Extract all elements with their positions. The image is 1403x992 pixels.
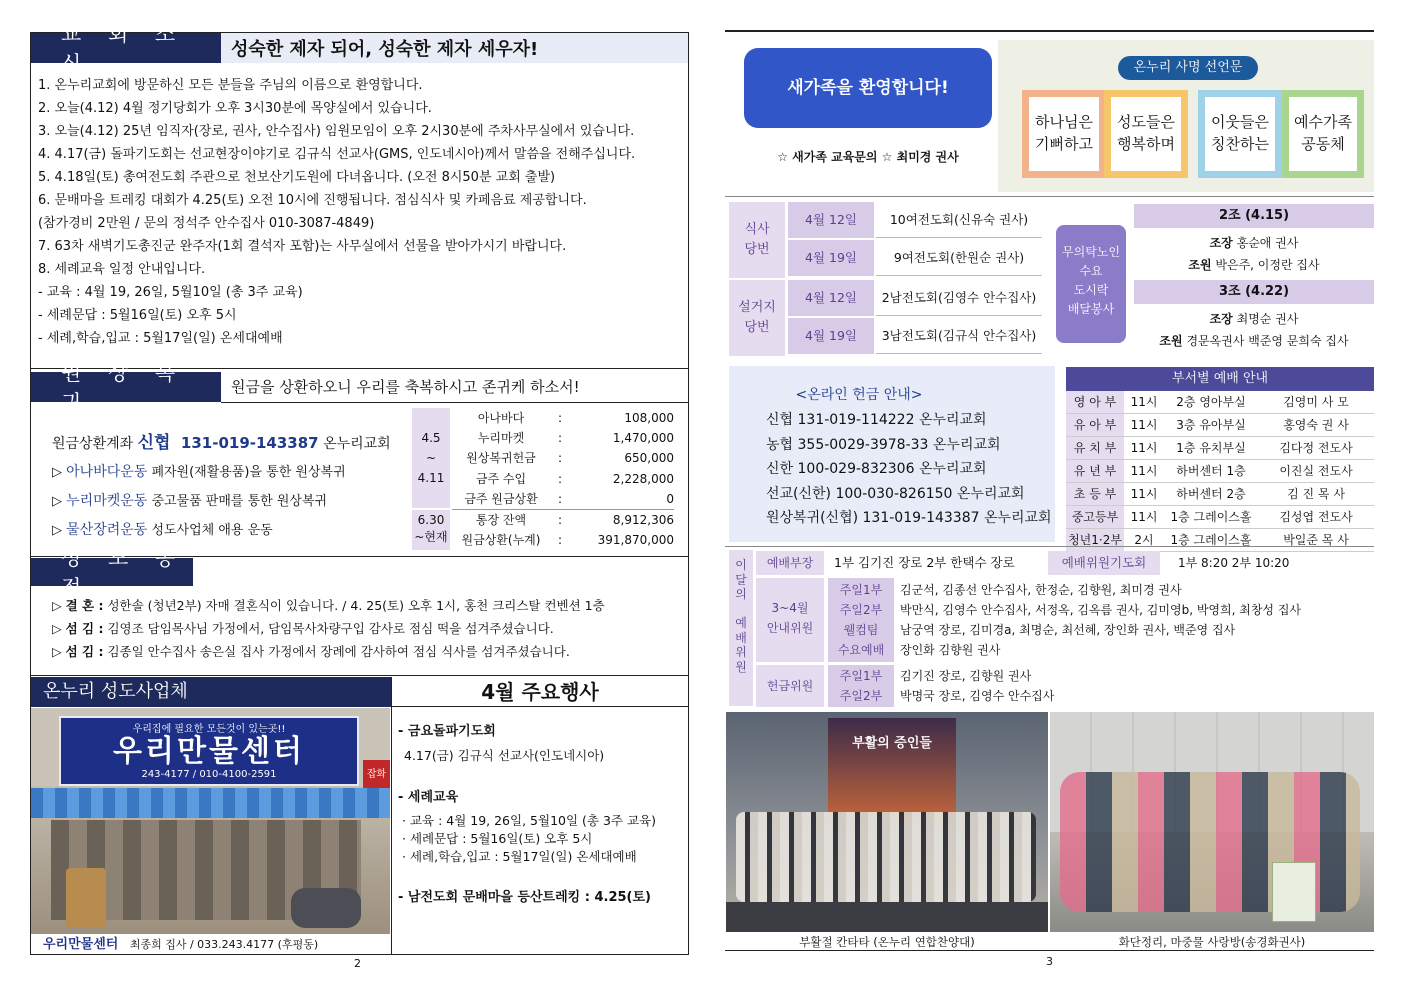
dept-cell: 이진실 전도사 <box>1279 464 1353 478</box>
leader-label: 예배부장 <box>756 551 824 575</box>
store-photo <box>31 708 390 934</box>
church-news-list <box>38 74 683 350</box>
dept-cell: 청년1·2부 <box>1066 529 1124 551</box>
duty-team: 2남전도회(김영수 안수집사) <box>876 280 1042 316</box>
restore-row <box>452 530 674 550</box>
dept-cell: 3층 유아부실 <box>1176 418 1246 432</box>
news-item: 1. 온누리교회에 방문하신 모든 분들을 주님의 이름으로 환영합니다. <box>38 78 423 93</box>
movement-item: ▷ 누리마켓운동 중고물품 판매를 통한 원상복귀 <box>52 493 328 509</box>
news-item: - 세례,학습,입교 : 5월17일(일) 온세대예배 <box>38 331 283 346</box>
member-names: 박은주, 이정란 집사 <box>1215 258 1320 272</box>
restore-row <box>452 448 674 468</box>
restore-movements <box>52 458 346 545</box>
mission-text: 성도들은 행복하며 <box>1117 113 1175 153</box>
news-item: - 세례문답 : 5월16일(토) 오후 5시 <box>38 308 237 323</box>
dept-cell: 박일준 목 사 <box>1283 533 1349 547</box>
guide-role: 주일2부 <box>839 603 883 617</box>
dept-row <box>1066 391 1374 414</box>
dept-row <box>1066 414 1374 437</box>
restore-label: 통장 잔액 <box>475 512 527 527</box>
restore-sep: : <box>557 533 563 548</box>
period-box-2: 6.30 ~현재 <box>412 510 450 550</box>
restore-row <box>452 469 674 489</box>
leader-role: 조장 <box>1209 236 1233 250</box>
divider <box>725 546 1374 547</box>
restore-sep: : <box>557 411 563 425</box>
event-line: 4.17(금) 김규식 선교사(인도네시아) <box>404 748 605 763</box>
event-line: · 세례,학습,입교 : 5월17일(일) 온세대예배 <box>402 849 637 864</box>
member-role: 조원 <box>1159 334 1183 348</box>
restore-row <box>452 428 674 448</box>
dept-row <box>1066 437 1374 460</box>
store-awning <box>31 788 390 818</box>
dept-cell: 영 아 부 <box>1066 391 1124 413</box>
news-item: 4. 4.17(금) 돌파기도회는 선교현장이야기로 김규식 선교사(GMS, 인도네시아)께서 말씀을 전해주십니다. <box>38 147 636 162</box>
duty-team: 3남전도회(김규식 안수집사) <box>876 318 1042 354</box>
offering-account: 농협 355-0029-3978-33 온누리교회 <box>766 436 1001 453</box>
cantata-photo <box>726 712 1048 932</box>
duty-team: 9여전도회(한원순 권사) <box>876 240 1042 276</box>
monthly-side-label: 이 달 의 예 배 위 원 <box>729 550 753 706</box>
news-item: 2. 오늘(4.12) 4월 정기당회가 오후 3시30분에 목양실에서 있습니다. <box>38 101 432 116</box>
prayer-value: 1부 8:20 2부 10:20 <box>1178 556 1290 570</box>
april-events-title: 4월 주요행사 <box>392 677 688 707</box>
news-item: (참가경비 2만원 / 문의 정석주 안수집사 010-3087-4849) <box>38 216 375 231</box>
member-news-kind: 결 혼 : <box>65 598 104 613</box>
restore-value: 391,870,000 <box>597 533 674 548</box>
period-box-1: 4.5 ~ 4.11 <box>412 408 450 508</box>
dept-cell: 유 치 부 <box>1066 437 1124 459</box>
dept-cell: 11시 <box>1130 464 1158 478</box>
dept-row <box>1066 506 1374 529</box>
restore-value: 1,470,000 <box>612 431 674 446</box>
offering-account: 신한 100-029-832306 온누리교회 <box>766 461 987 477</box>
dept-cell: 1층 그레이스홀 <box>1170 533 1252 547</box>
page-number-right: 3 <box>1046 955 1053 968</box>
member-news-item: ▷ 섬 김 : 김영조 담임목사님 가정에서, 담임목사차량구입 감사로 점심 떡을 섬겨주셨습니다. <box>52 621 554 636</box>
restore-label: 원상복귀헌금 <box>466 451 536 466</box>
news-item: 6. 문배마을 트레킹 대회가 4.25(토) 오전 10시에 진행됩니다. 점심식사 및 카페음료 제공합니다. <box>38 193 587 208</box>
duty-date: 4월 19일 <box>788 318 874 354</box>
dept-cell: 홍영숙 권 사 <box>1283 418 1349 432</box>
lunchbox-leader <box>1134 310 1374 327</box>
account-number: 131-019-143387 <box>180 434 319 452</box>
garden-caption: 화단정리, 마중물 사랑방(송경화권사) <box>1118 935 1306 949</box>
church-news-slogan: 성숙한 제자 되어, 성숙한 제자 세우자! <box>221 33 688 63</box>
cantata-caption: 부활절 칸타타 (온누리 연합찬양대) <box>799 935 975 949</box>
member-role: 조원 <box>1188 258 1212 272</box>
member-news-text: 김종일 안수집사 송은실 집사 가정에서 장례에 감사하여 점심 식사를 섬겨주셨습니다. <box>107 644 570 659</box>
dept-worship-table <box>1066 391 1374 552</box>
duty-date: 4월 12일 <box>788 202 874 238</box>
dept-cell: 중고등부 <box>1066 506 1124 528</box>
bottom-rule <box>725 950 1374 951</box>
dept-cell: 2층 영아부실 <box>1176 395 1246 409</box>
restore-header <box>31 361 688 415</box>
account-owner: 온누리교회 <box>323 436 391 452</box>
lunchbox-label: 무의탁노인 수요 도시락 배달봉사 <box>1056 225 1126 343</box>
guide-names: 김군석, 김종선 안수집사, 한정순, 김향원, 최미경 권사 <box>900 583 1182 597</box>
guide-names: 장인화 김향원 권사 <box>900 643 1001 657</box>
mission-item <box>1022 90 1106 178</box>
dept-cell: 1층 그레이스홀 <box>1170 510 1252 524</box>
mission-item <box>1104 90 1188 178</box>
offer-names: 박명국 장로, 김영수 안수집사 <box>900 689 1055 703</box>
restore-value: 0 <box>666 491 674 506</box>
dept-cell: 김다정 전도사 <box>1279 441 1353 455</box>
stage-floor <box>726 902 1048 932</box>
guide-role: 웰컴팀 <box>843 623 879 637</box>
dept-cell: 11시 <box>1130 418 1158 432</box>
guide-names: 남궁역 장로, 김미경a, 최명순, 최선혜, 장인화 권사, 백준영 집사 <box>900 623 1236 637</box>
restore-sep: : <box>557 512 563 527</box>
guide-names: 박만식, 김영수 안수집사, 서정옥, 김옥름 권사, 김미영b, 박영희, 최창성 집사 <box>900 603 1302 617</box>
restore-row <box>452 489 674 510</box>
lunchbox-members <box>1134 256 1374 273</box>
restore-table <box>452 408 674 550</box>
caption-info: 최종희 집사 / 033.243.4177 (후평동) <box>129 938 319 951</box>
scooter <box>291 888 361 928</box>
dept-worship-title: 부서별 예배 안내 <box>1066 367 1374 391</box>
offer-role: 주일2부 <box>839 689 883 703</box>
member-names: 경문옥권사 백준영 문희숙 집사 <box>1186 334 1349 348</box>
restore-label: 누리마켓 <box>477 431 525 446</box>
member-news-item: ▷ 섬 김 : 김종일 안수집사 송은실 집사 가정에서 장례에 감사하여 점심 식사를 섬겨주셨습니다. <box>52 644 570 659</box>
dept-cell: 1층 유치부실 <box>1176 441 1246 455</box>
mission-item <box>1282 90 1364 178</box>
dept-cell: 김성엽 전도사 <box>1279 510 1353 524</box>
offer-label: 헌금위원 <box>756 665 824 707</box>
guide-label: 3~4월 안내위원 <box>756 578 824 662</box>
members-list <box>52 594 605 663</box>
leader-role: 조장 <box>1209 312 1233 326</box>
church-news-header <box>31 22 688 76</box>
store-caption <box>31 934 390 955</box>
dept-cell: 11시 <box>1130 487 1158 501</box>
movement-item: ▷ 아나바다운동 폐자원(재활용품)을 통한 원상복귀 <box>52 464 346 480</box>
members-tag: 성 도 동 정 <box>31 558 193 586</box>
divider <box>725 196 1374 197</box>
garden-photo <box>1050 712 1374 932</box>
member-news-kind: 섬 김 : <box>65 621 104 636</box>
mission-text: 하나님은 기뻐하고 <box>1035 113 1093 153</box>
dept-cell: 유 아 부 <box>1066 414 1124 436</box>
restore-sep: : <box>557 491 563 506</box>
restore-value: 108,000 <box>624 411 674 425</box>
restore-value: 2,228,000 <box>612 471 674 486</box>
prayer-label: 예배위원기도회 <box>1048 551 1160 575</box>
sign-top: 우리집에 필요한 모든것이 있는곳!! <box>132 724 286 735</box>
dept-cell: 11시 <box>1130 395 1158 409</box>
mission-item <box>1198 90 1282 178</box>
offering-lines <box>766 408 1052 531</box>
account-prefix: 원금상환계좌 <box>52 436 138 452</box>
business-title: 온누리 성도사업체 <box>31 677 391 707</box>
event-line: - 세례교육 <box>398 790 459 805</box>
dept-cell: 11시 <box>1130 510 1158 524</box>
lunchbox-leader <box>1134 234 1374 251</box>
restore-row <box>452 510 674 530</box>
dept-row <box>1066 483 1374 506</box>
member-news-item: ▷ 결 혼 : 성한솔 (청년2부) 자매 결혼식이 있습니다. / 4. 25(토) 오후 1시, 홍천 크리스탈 컨벤션 1층 <box>52 598 605 613</box>
duty-date: 4월 12일 <box>788 280 874 316</box>
sign-main: 우리만물센터 <box>113 734 305 769</box>
restore-value: 650,000 <box>624 451 674 466</box>
restore-slogan: 원금을 상환하오니 우리를 축복하시고 존귀케 하소서! <box>221 372 688 403</box>
offering-title: <온라인 헌금 안내> <box>795 387 923 403</box>
lunchbox-group-head: 3조 (4.22) <box>1134 280 1374 304</box>
news-item: 8. 세례교육 일정 안내입니다. <box>38 262 206 277</box>
dept-cell: 2시 <box>1134 533 1154 547</box>
offering-account: 원상복귀(신협) 131-019-143387 온누리교회 <box>766 510 1052 526</box>
mission-text: 예수가족 공동체 <box>1294 113 1352 153</box>
offer-role: 주일1부 <box>839 669 883 683</box>
dept-cell: 하버센터 2층 <box>1176 487 1246 501</box>
restore-label: 금주 원금상환 <box>464 491 538 506</box>
news-item: 3. 오늘(4.12) 25년 임직자(장로, 권사, 안수집사) 임원모임이 오후 2시30분에 주차사무실에서 있습니다. <box>38 124 635 139</box>
members-header <box>31 546 193 600</box>
duty-date: 4월 19일 <box>788 240 874 276</box>
offering-account: 신협 131-019-114222 온누리교회 <box>766 412 987 428</box>
restore-label: 금주 수입 <box>475 471 527 486</box>
restore-label: 원금상환(누계) <box>461 533 541 548</box>
store-sign <box>59 716 359 786</box>
duty-team: 10여전도회(신유숙 권사) <box>876 202 1042 238</box>
dept-cell: 김영미 사 모 <box>1283 395 1349 409</box>
news-item: 7. 63차 새벽기도총진군 완주자(1회 결석자 포함)는 사무실에서 선물을 받아가시기 바랍니다. <box>38 239 567 254</box>
lunchbox-members <box>1134 332 1374 349</box>
divider <box>30 675 689 676</box>
church-news-tag: 교 회 소 식 <box>31 33 221 63</box>
event-line: - 금요돌파기도회 <box>398 724 496 739</box>
cantata-banner: 부활의 증인들 <box>828 718 956 818</box>
page-number-left: 2 <box>354 957 361 970</box>
dept-cell: 초 등 부 <box>1066 483 1124 505</box>
offering-account: 선교(신한) 100-030-826150 온누리교회 <box>766 485 1025 502</box>
offer-names: 김기진 장로, 김향원 권사 <box>900 669 1032 683</box>
dept-cell: 11시 <box>1130 441 1158 455</box>
dept-cell: 유 년 부 <box>1066 460 1124 482</box>
event-line: - 남전도회 문배마을 등산트레킹 : 4.25(토) <box>398 890 651 905</box>
restore-label: 아나바다 <box>477 411 525 425</box>
dept-cell: 김 진 목 사 <box>1287 487 1345 501</box>
restore-value: 8,912,306 <box>612 512 674 527</box>
fertilizer-bag <box>1272 862 1316 922</box>
restore-sep: : <box>557 471 563 486</box>
news-item: - 교육 : 4월 19, 26일, 5월10일 (총 3주 교육) <box>38 285 303 300</box>
restore-account <box>52 428 391 453</box>
event-line: · 교육 : 4월 19, 26일, 5월10일 (총 3주 교육) <box>402 813 656 828</box>
meal-duty-label: 식사 당번 <box>729 202 785 278</box>
dish-duty-label: 설거지 당번 <box>729 280 785 356</box>
member-news-text: 성한솔 (청년2부) 자매 결혼식이 있습니다. / 4. 25(토) 오후 1시, 홍천 크리스탈 컨벤션 1층 <box>107 598 605 613</box>
basket <box>66 868 106 928</box>
sign-phone: 243-4177 / 010-4100-2591 <box>141 769 277 780</box>
mission-title: 온누리 사명 선언문 <box>1118 56 1258 80</box>
divider <box>391 677 392 955</box>
top-rule <box>725 30 1374 32</box>
caption-name: 우리만물센터 <box>43 937 119 952</box>
movement-item: ▷ 물산장려운동 성도사업체 애용 운동 <box>52 522 273 538</box>
choir-group <box>736 812 1036 902</box>
restore-sep: : <box>557 431 563 446</box>
welcome-contact: ☆ 새가족 교육문의 ☆ 최미경 권사 <box>777 150 959 164</box>
restore-tag: 원 상 복 귀 <box>31 372 221 402</box>
restore-sep: : <box>557 451 563 466</box>
welcome-box: 새가족을 환영합니다! <box>744 48 992 128</box>
mission-text: 이웃들은 칭찬하는 <box>1211 113 1269 153</box>
guide-role: 수요예배 <box>837 643 885 657</box>
news-item: 5. 4.18일(토) 총여전도회 주관으로 천보산기도원에 다녀옵니다. (오전 8시50분 교회 출발) <box>38 170 556 185</box>
dept-cell: 하버센터 1층 <box>1176 464 1246 478</box>
event-line: · 세례문답 : 5월16일(토) 오후 5시 <box>402 831 593 846</box>
member-news-kind: 섬 김 : <box>65 644 104 659</box>
leader-name: 홍순애 권사 <box>1236 236 1299 250</box>
guide-role: 주일1부 <box>839 583 883 597</box>
dept-row <box>1066 529 1374 552</box>
april-events-list <box>398 722 683 908</box>
side-sign: 잡화 <box>363 760 390 790</box>
leader-value: 1부 김기진 장로 2부 한택수 장로 <box>834 555 1015 570</box>
leader-name: 최명순 권사 <box>1236 312 1299 326</box>
lunchbox-group-head: 2조 (4.15) <box>1134 204 1374 228</box>
restore-row <box>452 408 674 428</box>
account-bank: 신협 <box>137 433 171 453</box>
member-news-text: 김영조 담임목사님 가정에서, 담임목사차량구입 감사로 점심 떡을 섬겨주셨습니다. <box>107 621 554 636</box>
dept-row <box>1066 460 1374 483</box>
